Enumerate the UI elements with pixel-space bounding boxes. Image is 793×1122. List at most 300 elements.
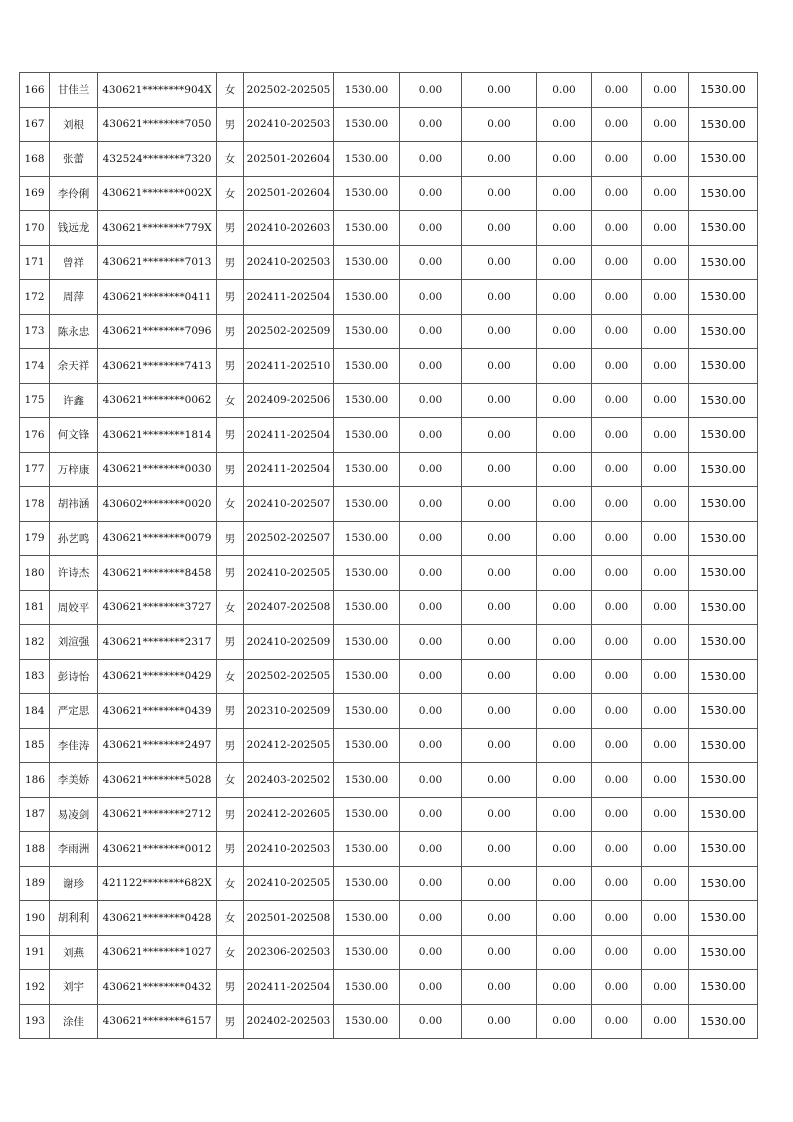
name-cell: 李伶俐 xyxy=(50,176,98,211)
table-row xyxy=(20,797,758,832)
amount-cell: 1530.00 xyxy=(334,1004,400,1039)
total-cell: 1530.00 xyxy=(689,73,758,108)
value-cell-5: 0.00 xyxy=(642,176,689,211)
table-body xyxy=(20,73,758,1039)
table-row xyxy=(20,452,758,487)
amount-cell: 1530.00 xyxy=(334,625,400,660)
value-cell-5: 0.00 xyxy=(642,625,689,660)
value-cell-2: 0.00 xyxy=(462,280,537,315)
table-row xyxy=(20,73,758,108)
row-number-cell: 185 xyxy=(20,728,50,763)
name-cell: 孙艺鸣 xyxy=(50,521,98,556)
id-number-cell: 430621********0429 xyxy=(98,659,217,694)
value-cell-2: 0.00 xyxy=(462,832,537,867)
value-cell-2: 0.00 xyxy=(462,866,537,901)
value-cell-3: 0.00 xyxy=(537,487,592,522)
gender-cell: 男 xyxy=(217,970,244,1005)
gender-cell: 男 xyxy=(217,418,244,453)
value-cell-4: 0.00 xyxy=(592,659,642,694)
gender-cell: 男 xyxy=(217,107,244,142)
period-cell: 202409-202506 xyxy=(244,383,334,418)
value-cell-2: 0.00 xyxy=(462,73,537,108)
name-cell: 周姣平 xyxy=(50,590,98,625)
total-cell: 1530.00 xyxy=(689,383,758,418)
gender-cell: 男 xyxy=(217,1004,244,1039)
value-cell-2: 0.00 xyxy=(462,797,537,832)
gender-cell: 男 xyxy=(217,728,244,763)
total-cell: 1530.00 xyxy=(689,176,758,211)
value-cell-5: 0.00 xyxy=(642,901,689,936)
row-number-cell: 179 xyxy=(20,521,50,556)
value-cell-1: 0.00 xyxy=(400,418,462,453)
value-cell-1: 0.00 xyxy=(400,176,462,211)
name-cell: 张蕾 xyxy=(50,142,98,177)
value-cell-3: 0.00 xyxy=(537,73,592,108)
value-cell-4: 0.00 xyxy=(592,935,642,970)
value-cell-5: 0.00 xyxy=(642,866,689,901)
name-cell: 胡祎涵 xyxy=(50,487,98,522)
table-row xyxy=(20,901,758,936)
total-cell: 1530.00 xyxy=(689,590,758,625)
value-cell-1: 0.00 xyxy=(400,280,462,315)
value-cell-3: 0.00 xyxy=(537,866,592,901)
row-number-cell: 168 xyxy=(20,142,50,177)
value-cell-4: 0.00 xyxy=(592,142,642,177)
gender-cell: 女 xyxy=(217,901,244,936)
amount-cell: 1530.00 xyxy=(334,970,400,1005)
id-number-cell: 430621********1027 xyxy=(98,935,217,970)
gender-cell: 男 xyxy=(217,556,244,591)
name-cell: 余天祥 xyxy=(50,349,98,384)
period-cell: 202402-202503 xyxy=(244,1004,334,1039)
value-cell-2: 0.00 xyxy=(462,418,537,453)
row-number-cell: 178 xyxy=(20,487,50,522)
id-number-cell: 430621********6157 xyxy=(98,1004,217,1039)
value-cell-1: 0.00 xyxy=(400,142,462,177)
gender-cell: 男 xyxy=(217,349,244,384)
gender-cell: 女 xyxy=(217,763,244,798)
table-row xyxy=(20,211,758,246)
amount-cell: 1530.00 xyxy=(334,142,400,177)
value-cell-3: 0.00 xyxy=(537,314,592,349)
gender-cell: 女 xyxy=(217,176,244,211)
value-cell-2: 0.00 xyxy=(462,211,537,246)
id-number-cell: 430621********0428 xyxy=(98,901,217,936)
value-cell-4: 0.00 xyxy=(592,383,642,418)
value-cell-3: 0.00 xyxy=(537,901,592,936)
period-cell: 202410-202503 xyxy=(244,245,334,280)
total-cell: 1530.00 xyxy=(689,694,758,729)
gender-cell: 男 xyxy=(217,521,244,556)
gender-cell: 男 xyxy=(217,832,244,867)
value-cell-4: 0.00 xyxy=(592,452,642,487)
value-cell-3: 0.00 xyxy=(537,349,592,384)
value-cell-1: 0.00 xyxy=(400,970,462,1005)
period-cell: 202410-202507 xyxy=(244,487,334,522)
period-cell: 202501-202508 xyxy=(244,901,334,936)
value-cell-4: 0.00 xyxy=(592,211,642,246)
row-number-cell: 192 xyxy=(20,970,50,1005)
id-number-cell: 430621********0432 xyxy=(98,970,217,1005)
table-row xyxy=(20,107,758,142)
value-cell-5: 0.00 xyxy=(642,935,689,970)
value-cell-4: 0.00 xyxy=(592,556,642,591)
amount-cell: 1530.00 xyxy=(334,935,400,970)
row-number-cell: 177 xyxy=(20,452,50,487)
table-row xyxy=(20,590,758,625)
value-cell-3: 0.00 xyxy=(537,728,592,763)
subsidy-table xyxy=(19,72,758,1039)
table-row xyxy=(20,176,758,211)
name-cell: 许诗杰 xyxy=(50,556,98,591)
value-cell-4: 0.00 xyxy=(592,176,642,211)
table-row xyxy=(20,763,758,798)
value-cell-1: 0.00 xyxy=(400,901,462,936)
value-cell-5: 0.00 xyxy=(642,521,689,556)
total-cell: 1530.00 xyxy=(689,901,758,936)
value-cell-4: 0.00 xyxy=(592,901,642,936)
value-cell-1: 0.00 xyxy=(400,1004,462,1039)
amount-cell: 1530.00 xyxy=(334,107,400,142)
total-cell: 1530.00 xyxy=(689,625,758,660)
value-cell-5: 0.00 xyxy=(642,487,689,522)
row-number-cell: 172 xyxy=(20,280,50,315)
value-cell-4: 0.00 xyxy=(592,521,642,556)
row-number-cell: 186 xyxy=(20,763,50,798)
total-cell: 1530.00 xyxy=(689,935,758,970)
id-number-cell: 430621********2317 xyxy=(98,625,217,660)
total-cell: 1530.00 xyxy=(689,556,758,591)
gender-cell: 女 xyxy=(217,590,244,625)
value-cell-1: 0.00 xyxy=(400,659,462,694)
name-cell: 曾祥 xyxy=(50,245,98,280)
total-cell: 1530.00 xyxy=(689,314,758,349)
period-cell: 202310-202509 xyxy=(244,694,334,729)
value-cell-1: 0.00 xyxy=(400,487,462,522)
period-cell: 202410-202505 xyxy=(244,556,334,591)
amount-cell: 1530.00 xyxy=(334,832,400,867)
value-cell-1: 0.00 xyxy=(400,763,462,798)
row-number-cell: 171 xyxy=(20,245,50,280)
amount-cell: 1530.00 xyxy=(334,487,400,522)
gender-cell: 男 xyxy=(217,452,244,487)
amount-cell: 1530.00 xyxy=(334,728,400,763)
name-cell: 钱远龙 xyxy=(50,211,98,246)
value-cell-5: 0.00 xyxy=(642,556,689,591)
id-number-cell: 430621********7050 xyxy=(98,107,217,142)
period-cell: 202502-202509 xyxy=(244,314,334,349)
value-cell-2: 0.00 xyxy=(462,625,537,660)
id-number-cell: 430621********5028 xyxy=(98,763,217,798)
amount-cell: 1530.00 xyxy=(334,694,400,729)
name-cell: 万梓康 xyxy=(50,452,98,487)
id-number-cell: 430602********0020 xyxy=(98,487,217,522)
value-cell-2: 0.00 xyxy=(462,452,537,487)
table-row xyxy=(20,970,758,1005)
value-cell-3: 0.00 xyxy=(537,1004,592,1039)
value-cell-3: 0.00 xyxy=(537,142,592,177)
period-cell: 202501-202604 xyxy=(244,176,334,211)
id-number-cell: 430621********779X xyxy=(98,211,217,246)
id-number-cell: 432524********7320 xyxy=(98,142,217,177)
value-cell-1: 0.00 xyxy=(400,935,462,970)
value-cell-5: 0.00 xyxy=(642,349,689,384)
id-number-cell: 430621********002X xyxy=(98,176,217,211)
period-cell: 202410-202603 xyxy=(244,211,334,246)
value-cell-3: 0.00 xyxy=(537,970,592,1005)
value-cell-4: 0.00 xyxy=(592,245,642,280)
total-cell: 1530.00 xyxy=(689,866,758,901)
value-cell-1: 0.00 xyxy=(400,832,462,867)
amount-cell: 1530.00 xyxy=(334,176,400,211)
id-number-cell: 430621********0079 xyxy=(98,521,217,556)
gender-cell: 女 xyxy=(217,659,244,694)
amount-cell: 1530.00 xyxy=(334,659,400,694)
period-cell: 202410-202503 xyxy=(244,832,334,867)
row-number-cell: 191 xyxy=(20,935,50,970)
value-cell-1: 0.00 xyxy=(400,107,462,142)
table-row xyxy=(20,659,758,694)
gender-cell: 男 xyxy=(217,694,244,729)
total-cell: 1530.00 xyxy=(689,349,758,384)
id-number-cell: 430621********0411 xyxy=(98,280,217,315)
row-number-cell: 174 xyxy=(20,349,50,384)
id-number-cell: 430621********0439 xyxy=(98,694,217,729)
amount-cell: 1530.00 xyxy=(334,521,400,556)
value-cell-2: 0.00 xyxy=(462,142,537,177)
value-cell-2: 0.00 xyxy=(462,314,537,349)
value-cell-2: 0.00 xyxy=(462,935,537,970)
period-cell: 202403-202502 xyxy=(244,763,334,798)
name-cell: 陈永忠 xyxy=(50,314,98,349)
value-cell-2: 0.00 xyxy=(462,107,537,142)
value-cell-2: 0.00 xyxy=(462,176,537,211)
amount-cell: 1530.00 xyxy=(334,314,400,349)
row-number-cell: 175 xyxy=(20,383,50,418)
total-cell: 1530.00 xyxy=(689,832,758,867)
value-cell-3: 0.00 xyxy=(537,280,592,315)
value-cell-1: 0.00 xyxy=(400,73,462,108)
value-cell-3: 0.00 xyxy=(537,659,592,694)
total-cell: 1530.00 xyxy=(689,107,758,142)
total-cell: 1530.00 xyxy=(689,142,758,177)
id-number-cell: 430621********0030 xyxy=(98,452,217,487)
table-row xyxy=(20,142,758,177)
value-cell-3: 0.00 xyxy=(537,694,592,729)
table-row xyxy=(20,521,758,556)
name-cell: 刘宇 xyxy=(50,970,98,1005)
table-row xyxy=(20,280,758,315)
value-cell-4: 0.00 xyxy=(592,349,642,384)
value-cell-1: 0.00 xyxy=(400,694,462,729)
id-number-cell: 430621********8458 xyxy=(98,556,217,591)
table-row xyxy=(20,935,758,970)
value-cell-4: 0.00 xyxy=(592,107,642,142)
amount-cell: 1530.00 xyxy=(334,211,400,246)
id-number-cell: 430621********1814 xyxy=(98,418,217,453)
row-number-cell: 170 xyxy=(20,211,50,246)
row-number-cell: 176 xyxy=(20,418,50,453)
amount-cell: 1530.00 xyxy=(334,901,400,936)
value-cell-1: 0.00 xyxy=(400,349,462,384)
value-cell-5: 0.00 xyxy=(642,832,689,867)
amount-cell: 1530.00 xyxy=(334,797,400,832)
id-number-cell: 430621********0012 xyxy=(98,832,217,867)
gender-cell: 男 xyxy=(217,625,244,660)
value-cell-2: 0.00 xyxy=(462,694,537,729)
value-cell-4: 0.00 xyxy=(592,487,642,522)
id-number-cell: 421122********682X xyxy=(98,866,217,901)
value-cell-1: 0.00 xyxy=(400,728,462,763)
value-cell-3: 0.00 xyxy=(537,245,592,280)
total-cell: 1530.00 xyxy=(689,797,758,832)
value-cell-2: 0.00 xyxy=(462,901,537,936)
row-number-cell: 181 xyxy=(20,590,50,625)
value-cell-1: 0.00 xyxy=(400,452,462,487)
name-cell: 刘燕 xyxy=(50,935,98,970)
value-cell-4: 0.00 xyxy=(592,625,642,660)
value-cell-5: 0.00 xyxy=(642,383,689,418)
period-cell: 202410-202505 xyxy=(244,866,334,901)
value-cell-2: 0.00 xyxy=(462,728,537,763)
gender-cell: 女 xyxy=(217,866,244,901)
id-number-cell: 430621********7096 xyxy=(98,314,217,349)
id-number-cell: 430621********2497 xyxy=(98,728,217,763)
gender-cell: 女 xyxy=(217,73,244,108)
amount-cell: 1530.00 xyxy=(334,383,400,418)
name-cell: 涂佳 xyxy=(50,1004,98,1039)
name-cell: 李雨洲 xyxy=(50,832,98,867)
value-cell-2: 0.00 xyxy=(462,349,537,384)
value-cell-4: 0.00 xyxy=(592,418,642,453)
value-cell-1: 0.00 xyxy=(400,590,462,625)
total-cell: 1530.00 xyxy=(689,280,758,315)
value-cell-5: 0.00 xyxy=(642,245,689,280)
name-cell: 易凌剑 xyxy=(50,797,98,832)
total-cell: 1530.00 xyxy=(689,452,758,487)
table-row xyxy=(20,625,758,660)
value-cell-5: 0.00 xyxy=(642,970,689,1005)
value-cell-5: 0.00 xyxy=(642,1004,689,1039)
value-cell-3: 0.00 xyxy=(537,590,592,625)
value-cell-3: 0.00 xyxy=(537,521,592,556)
row-number-cell: 180 xyxy=(20,556,50,591)
gender-cell: 女 xyxy=(217,142,244,177)
value-cell-3: 0.00 xyxy=(537,763,592,798)
period-cell: 202411-202504 xyxy=(244,418,334,453)
value-cell-3: 0.00 xyxy=(537,452,592,487)
value-cell-5: 0.00 xyxy=(642,73,689,108)
total-cell: 1530.00 xyxy=(689,970,758,1005)
name-cell: 许鑫 xyxy=(50,383,98,418)
value-cell-3: 0.00 xyxy=(537,107,592,142)
table-row xyxy=(20,694,758,729)
value-cell-2: 0.00 xyxy=(462,763,537,798)
table-row xyxy=(20,418,758,453)
gender-cell: 男 xyxy=(217,797,244,832)
row-number-cell: 183 xyxy=(20,659,50,694)
value-cell-3: 0.00 xyxy=(537,383,592,418)
value-cell-1: 0.00 xyxy=(400,245,462,280)
period-cell: 202412-202505 xyxy=(244,728,334,763)
period-cell: 202306-202503 xyxy=(244,935,334,970)
table-row xyxy=(20,487,758,522)
name-cell: 李佳涛 xyxy=(50,728,98,763)
table-row xyxy=(20,832,758,867)
value-cell-5: 0.00 xyxy=(642,107,689,142)
period-cell: 202410-202509 xyxy=(244,625,334,660)
value-cell-5: 0.00 xyxy=(642,659,689,694)
total-cell: 1530.00 xyxy=(689,659,758,694)
row-number-cell: 169 xyxy=(20,176,50,211)
value-cell-4: 0.00 xyxy=(592,694,642,729)
gender-cell: 女 xyxy=(217,487,244,522)
value-cell-1: 0.00 xyxy=(400,866,462,901)
value-cell-4: 0.00 xyxy=(592,314,642,349)
id-number-cell: 430621********2712 xyxy=(98,797,217,832)
name-cell: 胡利利 xyxy=(50,901,98,936)
value-cell-5: 0.00 xyxy=(642,797,689,832)
value-cell-3: 0.00 xyxy=(537,418,592,453)
period-cell: 202502-202505 xyxy=(244,73,334,108)
table-row xyxy=(20,314,758,349)
value-cell-5: 0.00 xyxy=(642,418,689,453)
name-cell: 周萍 xyxy=(50,280,98,315)
gender-cell: 男 xyxy=(217,314,244,349)
gender-cell: 女 xyxy=(217,935,244,970)
total-cell: 1530.00 xyxy=(689,728,758,763)
value-cell-4: 0.00 xyxy=(592,728,642,763)
amount-cell: 1530.00 xyxy=(334,349,400,384)
value-cell-4: 0.00 xyxy=(592,1004,642,1039)
row-number-cell: 189 xyxy=(20,866,50,901)
id-number-cell: 430621********3727 xyxy=(98,590,217,625)
total-cell: 1530.00 xyxy=(689,418,758,453)
value-cell-5: 0.00 xyxy=(642,211,689,246)
total-cell: 1530.00 xyxy=(689,245,758,280)
value-cell-2: 0.00 xyxy=(462,659,537,694)
value-cell-3: 0.00 xyxy=(537,625,592,660)
total-cell: 1530.00 xyxy=(689,487,758,522)
name-cell: 刘根 xyxy=(50,107,98,142)
table-row xyxy=(20,349,758,384)
id-number-cell: 430621********904X xyxy=(98,73,217,108)
table-row xyxy=(20,245,758,280)
period-cell: 202407-202508 xyxy=(244,590,334,625)
table-row xyxy=(20,728,758,763)
value-cell-4: 0.00 xyxy=(592,280,642,315)
name-cell: 李美娇 xyxy=(50,763,98,798)
name-cell: 严定思 xyxy=(50,694,98,729)
period-cell: 202411-202510 xyxy=(244,349,334,384)
value-cell-5: 0.00 xyxy=(642,142,689,177)
row-number-cell: 188 xyxy=(20,832,50,867)
value-cell-5: 0.00 xyxy=(642,314,689,349)
total-cell: 1530.00 xyxy=(689,211,758,246)
value-cell-4: 0.00 xyxy=(592,970,642,1005)
amount-cell: 1530.00 xyxy=(334,245,400,280)
row-number-cell: 190 xyxy=(20,901,50,936)
id-number-cell: 430621********7013 xyxy=(98,245,217,280)
period-cell: 202411-202504 xyxy=(244,452,334,487)
value-cell-3: 0.00 xyxy=(537,832,592,867)
value-cell-5: 0.00 xyxy=(642,590,689,625)
value-cell-4: 0.00 xyxy=(592,73,642,108)
table-row xyxy=(20,1004,758,1039)
value-cell-5: 0.00 xyxy=(642,694,689,729)
amount-cell: 1530.00 xyxy=(334,866,400,901)
table-row xyxy=(20,556,758,591)
